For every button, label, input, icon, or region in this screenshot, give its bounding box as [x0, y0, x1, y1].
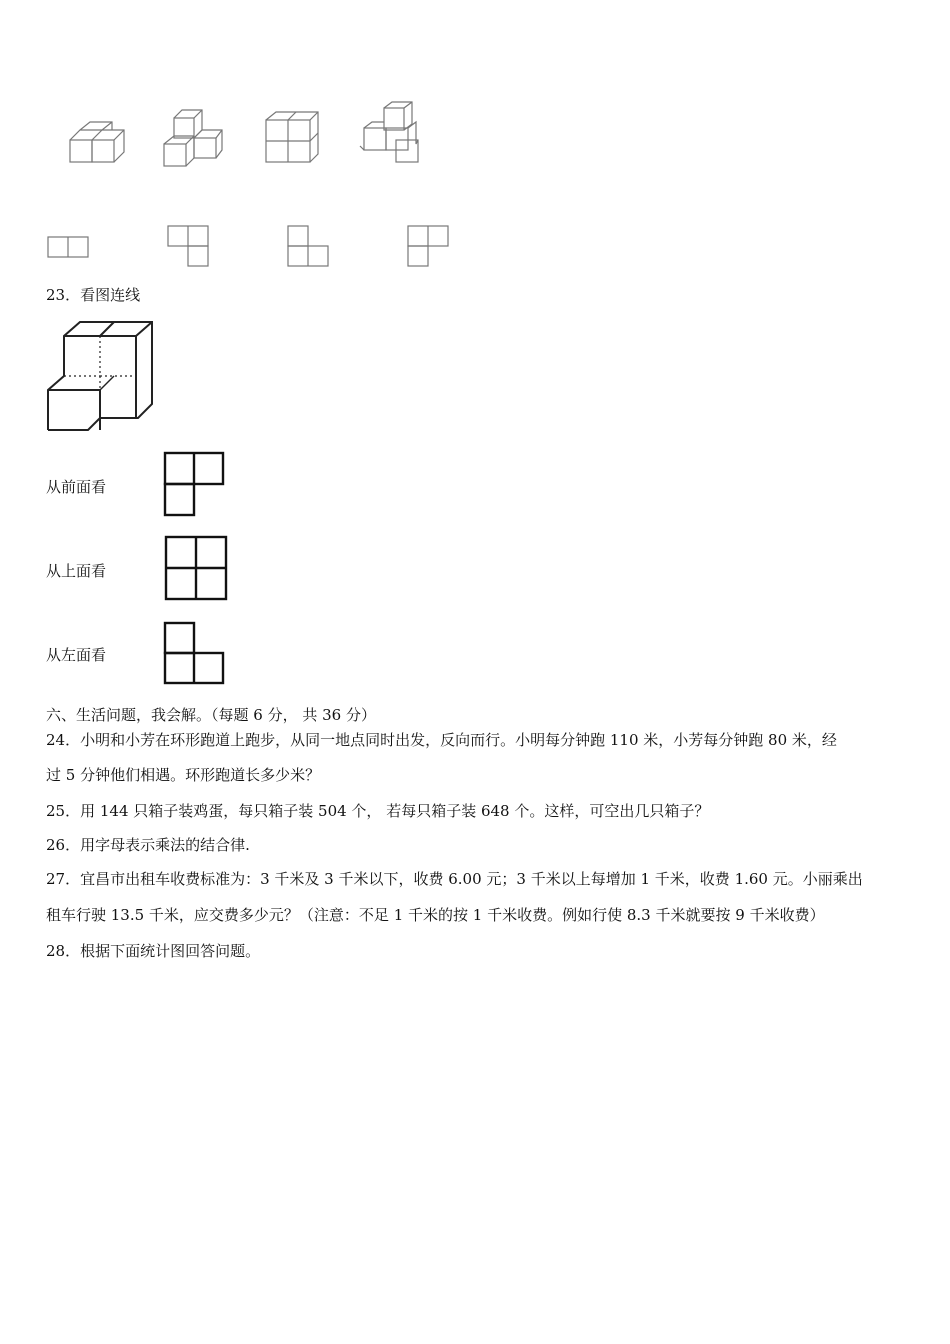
solid-figure-4	[356, 98, 426, 166]
q24-line1: 24．小明和小芳在环形跑道上跑步，从同一地点同时出发，反向而行。小明每分钟跑 110 米，小芳每分钟跑 80 米，经	[46, 731, 837, 749]
view-figure-b	[166, 224, 212, 270]
view-front-figure	[162, 450, 226, 518]
view-label-left: 从左面看	[46, 646, 107, 664]
section6-heading: 六、生活问题，我会解。（每题 6 分， 共 36 分）	[46, 706, 376, 724]
view-top-figure	[163, 534, 229, 602]
solid-figure-2	[160, 104, 226, 168]
view-figure-a	[46, 234, 92, 260]
q26-text: 26．用字母表示乘法的结合律.	[46, 836, 250, 854]
q24-line2: 过 5 分钟他们相遇。环形跑道长多少米？	[46, 766, 321, 784]
view-label-front: 从前面看	[46, 478, 107, 496]
view-figure-d	[406, 224, 452, 270]
q27-line2: 租车行驶 13.5 千米，应交费多少元？（注意：不足 1 千米的按 1 千米收费。例如行使 8.3 千米就要按 9 千米收费）	[46, 906, 825, 924]
solid-figure-1	[66, 118, 124, 166]
view-left-figure	[162, 620, 226, 686]
q27-line1: 27．宜昌市出租车收费标准为：3 千米及 3 千米以下，收费 6.00 元；3 千米以上每增加 1 千米，收费 1.60 元。小丽乘出	[46, 870, 863, 888]
view-label-top: 从上面看	[46, 562, 107, 580]
q23-solid-figure	[44, 318, 158, 436]
q28-text: 28．根据下面统计图回答问题。	[46, 942, 261, 960]
view-figure-c	[286, 224, 332, 270]
solid-figure-3	[262, 108, 322, 166]
q25-text: 25．用 144 只箱子装鸡蛋，每只箱子装 504 个， 若每只箱子装 648 个。这样，可空出几只箱子？	[46, 802, 710, 820]
q23-title: 23．看图连线	[46, 286, 141, 304]
